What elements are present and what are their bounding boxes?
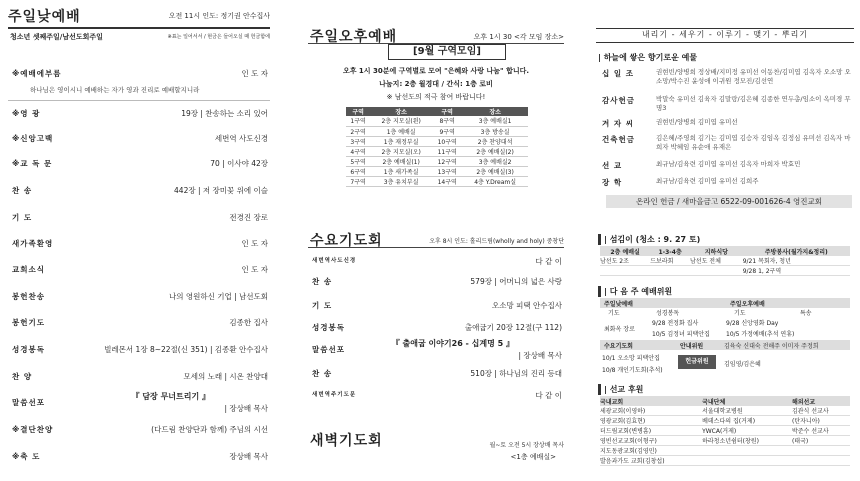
afternoon-column bbox=[308, 0, 564, 481]
wednesday-header bbox=[308, 228, 564, 248]
order-value: 442장 | 저 장미꽃 위에 이슬 bbox=[174, 186, 268, 195]
order-label: ※교 독 문 bbox=[12, 159, 53, 168]
wed-value: 출애굽기 20장 12절(구 112) bbox=[464, 323, 562, 332]
table-row bbox=[600, 406, 850, 416]
sunday-title: 주일낮예배 bbox=[8, 9, 81, 25]
cleaning-table bbox=[600, 246, 850, 276]
cell: 박준수 선교사 bbox=[792, 426, 850, 436]
cell: 9/28 1, 2구역 bbox=[743, 266, 850, 276]
online-offering-bar: 온라인 헌금 / 새마을금고 6522-09-001626-4 영진교회 bbox=[606, 195, 852, 208]
table-header bbox=[600, 246, 850, 256]
scripture-note: 하나님은 영이시니 예배하는 자가 영과 진리로 예배할지니라 bbox=[30, 86, 200, 94]
cell: 1구역 bbox=[346, 116, 370, 126]
cell: 세광교회(이영하) bbox=[600, 406, 702, 416]
order-value: 인 도 자 bbox=[241, 69, 268, 78]
wed-row bbox=[308, 256, 564, 269]
cell: (태국) bbox=[792, 436, 850, 446]
offering-names: 권현빈/양병희 정상배/지미정 유미선 이동찬/김미엽 김옥자 오소망 오소망/박수진 윤성애 이귀원 정모진/김선연 bbox=[656, 68, 851, 85]
table-row bbox=[600, 426, 850, 436]
usher-label: 안내위원 bbox=[680, 343, 704, 350]
header-cell: 장소 bbox=[462, 107, 528, 116]
header-cell: 국내단체 bbox=[702, 396, 792, 406]
next-sub: 기도 bbox=[608, 310, 620, 317]
order-value: 전경진 장로 bbox=[229, 213, 268, 222]
order-row bbox=[8, 451, 270, 464]
mission-title: | 선교 후원 bbox=[598, 384, 643, 395]
wednesday-meta: 오후 8시 인도: 홀리드림(wholly and holy) 중창단 bbox=[429, 238, 564, 245]
wed-label: 기 도 bbox=[312, 301, 333, 310]
next-row: 10/5 가정예배(추석 연휴) bbox=[726, 331, 795, 338]
wed-row bbox=[308, 276, 564, 289]
order-label: 기 도 bbox=[12, 213, 33, 222]
next-week-title: | 다 음 주 예배위원 bbox=[598, 286, 672, 297]
order-row bbox=[8, 291, 270, 304]
group-table bbox=[346, 107, 528, 187]
offering-committee-label: 헌금위원 bbox=[678, 355, 716, 369]
dawn-title: 새벽기도회 bbox=[310, 433, 383, 449]
table-row bbox=[600, 436, 850, 446]
cell: 1층 예배실 bbox=[370, 126, 432, 136]
dawn-meta: 월~토 오전 5시 장상배 목사 bbox=[489, 442, 564, 449]
table-row bbox=[600, 416, 850, 426]
cell: 지도동광교회(김영민) bbox=[600, 446, 702, 456]
order-row bbox=[8, 344, 270, 357]
header-cell: 지하식당 bbox=[690, 246, 743, 256]
order-label: ※결단찬양 bbox=[12, 425, 54, 434]
cell: 2구역 bbox=[346, 126, 370, 136]
offering-names: 박말숙 유미선 김육자 김말랑/김은혜 김종한 연두총/임소이 옥미경 무명3 bbox=[656, 95, 851, 112]
order-label: 봉헌찬송 bbox=[12, 292, 45, 301]
order-row bbox=[8, 158, 270, 171]
wed-row bbox=[308, 368, 564, 381]
cell: 14구역 bbox=[432, 176, 462, 186]
table-row bbox=[600, 266, 850, 276]
order-label: ※축 도 bbox=[12, 452, 41, 461]
cell: 발음과가도 교회(김창섭) bbox=[600, 456, 702, 466]
cell: 2층 지모실(오) bbox=[370, 146, 432, 156]
order-label: ※영 광 bbox=[12, 109, 41, 118]
sunday-sub-right: ※표는 일어서서 / 현금은 들어오실 때 헌금함에 bbox=[167, 34, 270, 40]
cell: 10구역 bbox=[432, 136, 462, 146]
order-label: 찬 양 bbox=[12, 372, 33, 381]
cell: 영광교회(김효현) bbox=[600, 416, 702, 426]
cell: 김관식 선교사 bbox=[792, 406, 850, 416]
afternoon-meta: 오후 1시 30 <각 모임 장소> bbox=[473, 33, 564, 41]
offering-label: 겨 자 씨 bbox=[602, 119, 634, 128]
next-sub: 성경봉독 bbox=[656, 310, 680, 317]
wed-sermon-title: 『 출애굽 이야기26 - 십계명 5 』 bbox=[391, 339, 514, 348]
offering-label: 건축헌금 bbox=[602, 135, 635, 144]
cell: 3층 예배실2 bbox=[462, 156, 528, 166]
cell: 하라청소년쉼터(창원) bbox=[702, 436, 792, 446]
wed-label: 말씀선포 bbox=[312, 345, 345, 354]
cell: 11구역 bbox=[432, 146, 462, 156]
wed-label: 찬 송 bbox=[312, 277, 333, 286]
wed-row-sermon bbox=[308, 338, 564, 362]
cell: 2층 찬양대석 bbox=[462, 136, 528, 146]
header-cell: 해외선교 bbox=[792, 396, 850, 406]
cleaning-section-title: | 섬김이 (청소 : 9. 27 토) bbox=[598, 234, 700, 245]
cell: 3구역 bbox=[346, 136, 370, 146]
table-row bbox=[346, 176, 528, 186]
offering-committee-names: 김임영/김은혜 bbox=[724, 361, 761, 368]
order-value: 세번역 사도신경 bbox=[214, 134, 268, 143]
offering-label: 십 일 조 bbox=[602, 69, 634, 78]
order-label: 말씀선포 bbox=[12, 398, 45, 407]
wed-row bbox=[308, 300, 564, 313]
cell: 3층 유치부실 bbox=[370, 176, 432, 186]
cell: 영빈선교교회(이형구) bbox=[600, 436, 702, 446]
wed-row bbox=[308, 390, 564, 403]
wed-value: 다 같 이 bbox=[535, 257, 562, 266]
next-sub: 특송 bbox=[800, 310, 812, 317]
meeting-line-3: ※ 남선도의 적극 참여 바랍니다! bbox=[386, 93, 486, 101]
order-value: 빌레몬서 1장 8~22절(신 351) | 김종환 안수집사 bbox=[104, 345, 268, 354]
order-row bbox=[8, 108, 270, 121]
order-row bbox=[8, 424, 270, 437]
afternoon-header bbox=[308, 24, 564, 44]
sunday-subheader bbox=[8, 27, 270, 39]
wed-row bbox=[308, 322, 564, 335]
cell: 4층 Y.Dream실 bbox=[462, 176, 528, 186]
wed-duty-row: 10/1 오소망 피택안집 bbox=[602, 355, 660, 362]
meeting-line-2: 나눔지: 2층 월경대 / 간식: 1층 로비 bbox=[379, 80, 493, 88]
table-row bbox=[600, 446, 850, 456]
header-cell: 구역 bbox=[346, 107, 370, 116]
dawn-header bbox=[308, 428, 564, 448]
order-value: 19장 | 찬송하는 소리 있어 bbox=[181, 109, 268, 118]
table-row bbox=[346, 166, 528, 176]
next-row: 10/5 김정녀 피택안집 bbox=[652, 331, 710, 338]
afternoon-title: 주일오후예배 bbox=[310, 29, 398, 45]
order-label: 찬 송 bbox=[12, 186, 33, 195]
table-row bbox=[346, 136, 528, 146]
usher-names: 김육숙 신대숙 전해주 이미자 주정희 bbox=[724, 343, 819, 350]
header-cell: 2층 예배실 bbox=[600, 246, 650, 256]
order-value: 70 | 이사야 42장 bbox=[210, 159, 268, 168]
wed-label: 성경봉독 bbox=[312, 323, 345, 332]
wed-duty-head: 수요기도회 bbox=[604, 343, 633, 350]
cell: 남선도 전체 bbox=[690, 256, 743, 266]
next-row: 9/28 전정화 집사 bbox=[652, 320, 699, 327]
cell: 12구역 bbox=[432, 156, 462, 166]
info-column bbox=[596, 0, 854, 481]
order-row bbox=[8, 185, 270, 198]
cell: 4구역 bbox=[346, 146, 370, 156]
cell: YWCA(거제) bbox=[702, 426, 792, 436]
group-meeting-box: [9월 구역모임] bbox=[388, 44, 506, 60]
cell: 8구역 bbox=[432, 116, 462, 126]
offering-names: 권현빈/양병희 김미엽 유미선 bbox=[656, 118, 738, 126]
order-row bbox=[8, 68, 270, 81]
next-prayer: 최화옥 장로 bbox=[604, 326, 635, 333]
order-row bbox=[8, 371, 270, 384]
cell: 3층 예배실1 bbox=[462, 116, 528, 126]
order-row bbox=[8, 238, 270, 251]
wed-value: 오소망 피택 안수집사 bbox=[492, 301, 562, 310]
order-label: 교회소식 bbox=[12, 265, 45, 274]
table-row bbox=[346, 156, 528, 166]
cell: 더드림교회(변병흠) bbox=[600, 426, 702, 436]
cell: 베데스다의 집(거제) bbox=[702, 416, 792, 426]
offering-names: 최규남/김육련 김미엽 유미선 김희주 bbox=[656, 177, 759, 185]
divider bbox=[8, 100, 270, 101]
sunday-header bbox=[8, 4, 270, 24]
table-row bbox=[346, 126, 528, 136]
cell: 2층 예배실(3) bbox=[462, 166, 528, 176]
order-row bbox=[8, 212, 270, 225]
order-value: (다드림 찬양단과 함께) 주님의 시선 bbox=[151, 425, 268, 434]
order-row-sermon bbox=[8, 391, 270, 415]
order-row bbox=[8, 133, 270, 146]
order-value: 인 도 자 bbox=[241, 239, 268, 248]
cell: 9구역 bbox=[432, 126, 462, 136]
cell: 2층 예배실(2) bbox=[462, 146, 528, 156]
mission-table bbox=[600, 396, 850, 466]
order-row bbox=[8, 264, 270, 277]
order-label: 봉헌기도 bbox=[12, 318, 45, 327]
table-row bbox=[346, 146, 528, 156]
offering-label: 선 교 bbox=[602, 161, 623, 170]
cell: 2층 지모실(왼) bbox=[370, 116, 432, 126]
next-head-2: 주일오후예배 bbox=[730, 301, 765, 308]
group-table-header bbox=[346, 107, 528, 116]
header-cell: 주방봉사(월가지&정리) bbox=[743, 246, 850, 256]
cell: 드보라회 bbox=[650, 256, 690, 266]
offering-label: 감사헌금 bbox=[602, 96, 635, 105]
order-label: ※신앙고백 bbox=[12, 134, 54, 143]
cell: 1층 재정부실 bbox=[370, 136, 432, 146]
offering-section-title: | 하늘에 쌓은 향기로운 예물 bbox=[598, 53, 698, 62]
church-motto: 내리기 - 세우기 - 이루기 - 맺기 - 뿌리기 bbox=[596, 28, 854, 43]
table-row bbox=[600, 456, 850, 466]
cell: 3층 방송실 bbox=[462, 126, 528, 136]
next-week-subheader bbox=[600, 308, 850, 317]
wed-sermon-preacher: | 장상배 목사 bbox=[518, 351, 562, 360]
header-cell: 구역 bbox=[432, 107, 462, 116]
meeting-line-1: 오후 1시 30분에 구역별로 모여 "은혜와 사랑 나눔" 합니다. bbox=[342, 67, 530, 75]
order-value: 모세의 노래 | 시온 찬양대 bbox=[183, 372, 268, 381]
wed-duty-row: 10/8 개인기도회(추석) bbox=[602, 367, 663, 374]
cell: 7구역 bbox=[346, 176, 370, 186]
offering-names: 최규남/김육련 김미엽 유미선 김옥자 마희자 박효민 bbox=[656, 160, 801, 168]
sunday-meta: 오전 11시 인도: 정기권 안수집사 bbox=[168, 12, 270, 20]
dawn-place: <1층 예배실> bbox=[510, 453, 556, 461]
order-value: 김종한 집사 bbox=[229, 318, 268, 327]
next-week-header bbox=[600, 298, 850, 308]
order-label: 성경봉독 bbox=[12, 345, 45, 354]
order-label: 새가족환영 bbox=[12, 239, 54, 248]
sermon-title: 『 담장 무너트리기 』 bbox=[131, 392, 210, 401]
sunday-sub-left: 청소년 셋째주일/남선도회주일 bbox=[10, 33, 103, 41]
wed-label: 찬 송 bbox=[312, 369, 333, 378]
wed-label: 새번역주기도문 bbox=[312, 392, 357, 398]
header-cell: 국내교회 bbox=[600, 396, 702, 406]
next-row: 9/28 신앙영화 Day bbox=[726, 320, 779, 327]
sunday-worship-column bbox=[8, 0, 270, 481]
table-row bbox=[346, 116, 528, 126]
header-cell: 1-3-4층 bbox=[650, 246, 690, 256]
wed-value: 510장 | 하나님의 진리 등대 bbox=[470, 369, 562, 378]
wed-value: 579장 | 어머니의 넓은 사랑 bbox=[470, 277, 562, 286]
wed-duty-header bbox=[600, 340, 850, 350]
wed-value: 다 같 이 bbox=[535, 391, 562, 400]
order-value: 장상배 목사 bbox=[229, 452, 268, 461]
cell: 9/21 목회자, 청년 bbox=[743, 256, 850, 266]
cell: 남선도 2조 bbox=[600, 256, 650, 266]
offering-label: 장 학 bbox=[602, 178, 623, 187]
wednesday-title: 수요기도회 bbox=[310, 233, 383, 249]
cell: 서울대학교병원 bbox=[702, 406, 792, 416]
cell: (탄자니아) bbox=[792, 416, 850, 426]
order-value: 인 도 자 bbox=[241, 265, 268, 274]
table-row bbox=[600, 256, 850, 266]
order-row bbox=[8, 317, 270, 330]
cell: 2층 예배실(1) bbox=[370, 156, 432, 166]
sermon-preacher: | 장상배 목사 bbox=[224, 404, 268, 413]
cell: 13구역 bbox=[432, 166, 462, 176]
order-value: 나의 영원하신 기업 | 남선도회 bbox=[168, 292, 268, 301]
cell: 1층 새가족실 bbox=[370, 166, 432, 176]
header-cell: 장소 bbox=[370, 107, 432, 116]
offering-names: 김은혜/주영희 김기는 김미엽 김승자 김임옥 김정심 유미선 김옥자 마희자 박혜임 유순애 유재은 bbox=[656, 134, 851, 151]
next-head-1: 주일낮예배 bbox=[604, 301, 633, 308]
cell: 6구역 bbox=[346, 166, 370, 176]
wed-label: 새번역사도신경 bbox=[312, 258, 357, 264]
order-label: ※예배에부름 bbox=[12, 69, 62, 78]
cell: 5구역 bbox=[346, 156, 370, 166]
next-sub: 기도 bbox=[734, 310, 746, 317]
table-header bbox=[600, 396, 850, 406]
